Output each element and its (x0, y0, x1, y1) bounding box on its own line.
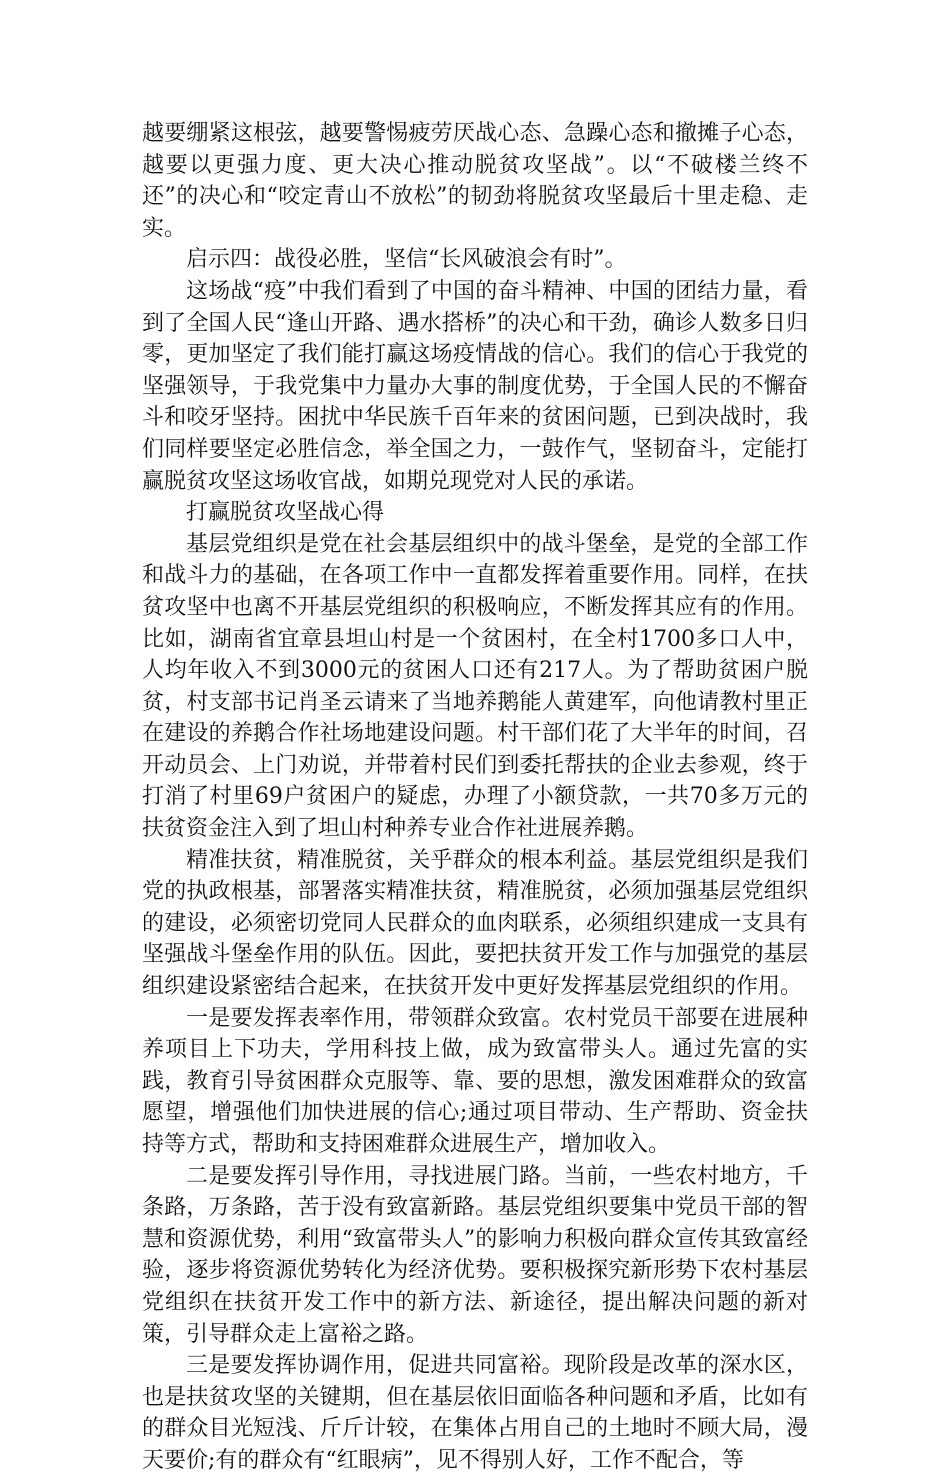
paragraph-1: 越要绷紧这根弦，越要警惕疲劳厌战心态、急躁心态和撤摊子心态，越要以更强力度、更大决心推动脱贫攻坚战”。以“不破楼兰终不还”的决心和“咬定青山不放松”的韧劲将脱贫攻坚最后十里走稳、走实。 (142, 121, 808, 241)
paragraph-8: 二是要发挥引导作用，寻找进展门路。当前，一些农村地方，千条路，万条路，苦于没有致富新路。基层党组织要集中党员干部的智慧和资源优势，利用“致富带头人”的影响力积极向群众宣传其致富经验，逐步将资源优势转化为经济优势。要积极探究新形势下农村基层党组织在扶贫开发工作中的新方法、新途径，提出解决问题的新对策，引导群众走上富裕之路。 (142, 1163, 808, 1347)
paragraph-2-heading: 启示四：战役必胜，坚信“长风破浪会有时”。 (186, 247, 627, 273)
paragraph-3: 这场战“疫”中我们看到了中国的奋斗精神、中国的团结力量，看到了全国人民“逢山开路、遇水搭桥”的决心和干劲，确诊人数多日归零，更加坚定了我们能打赢这场疫情战的信心。我们的信心于我党的坚强领导，于我党集中力量办大事的制度优势，于全国人民的不懈奋斗和咬牙坚持。困扰中华民族千百年来的贫困问题，已到决战时，我们同样要坚定必胜信念，举全国之力，一鼓作气，坚韧奋斗，定能打赢脱贫攻坚这场收官战，如期兑现党对人民的承诺。 (142, 278, 808, 494)
paragraph-9: 三是要发挥协调作用，促进共同富裕。现阶段是改革的深水区，也是扶贫攻坚的关键期，但在基层依旧面临各种问题和矛盾，比如有的群众目光短浅、斤斤计较，在集体占用自己的土地时不顾大局，漫天要价;有的群众有“红眼病”，见不得别人好，工作不配合，等 (142, 1353, 808, 1473)
paragraph-5: 基层党组织是党在社会基层组织中的战斗堡垒，是党的全部工作和战斗力的基础，在各项工作中一直都发挥着重要作用。同样，在扶贫攻坚中也离不开基层党组织的积极响应，不断发挥其应有的作用。比如，湖南省宜章县坦山村是一个贫困村，在全村1700多口人中，人均年收入不到3000元的贫困人口还有217人。为了帮助贫困户脱贫，村支部书记肖圣云请来了当地养鹅能人黄建军，向他请教村里正在建设的养鹅合作社场地建设问题。村干部们花了大半年的时间，召开动员会、上门劝说，并带着村民们到委托帮扶的企业去参观，终于打消了村里69户贫困户的疑虑，办理了小额贷款，一共70多万元的扶贫资金注入到了坦山村种养专业合作社进展养鹅。 (142, 531, 808, 842)
document-page (142, 118, 808, 1477)
paragraph-7: 一是要发挥表率作用，带领群众致富。农村党员干部要在进展种养项目上下功夫，学用科技上做，成为致富带头人。通过先富的实践，教育引导贫困群众克服等、靠、要的思想，激发困难群众的致富愿望，增强他们加快进展的信心;通过项目带动、生产帮助、资金扶持等方式，帮助和支持困难群众进展生产，增加收入。 (142, 1005, 808, 1157)
paragraph-6: 精准扶贫，精准脱贫，关乎群众的根本利益。基层党组织是我们党的执政根基，部署落实精准扶贫，精准脱贫，必须加强基层党组织的建设，必须密切党同人民群众的血肉联系，必须组织建成一支具有坚强战斗堡垒作用的队伍。因此，要把扶贫开发工作与加强党的基层组织建设紧密结合起来，在扶贫开发中更好发挥基层党组织的作用。 (142, 847, 808, 1000)
paragraph-4-heading: 打赢脱贫攻坚战心得 (186, 500, 385, 526)
